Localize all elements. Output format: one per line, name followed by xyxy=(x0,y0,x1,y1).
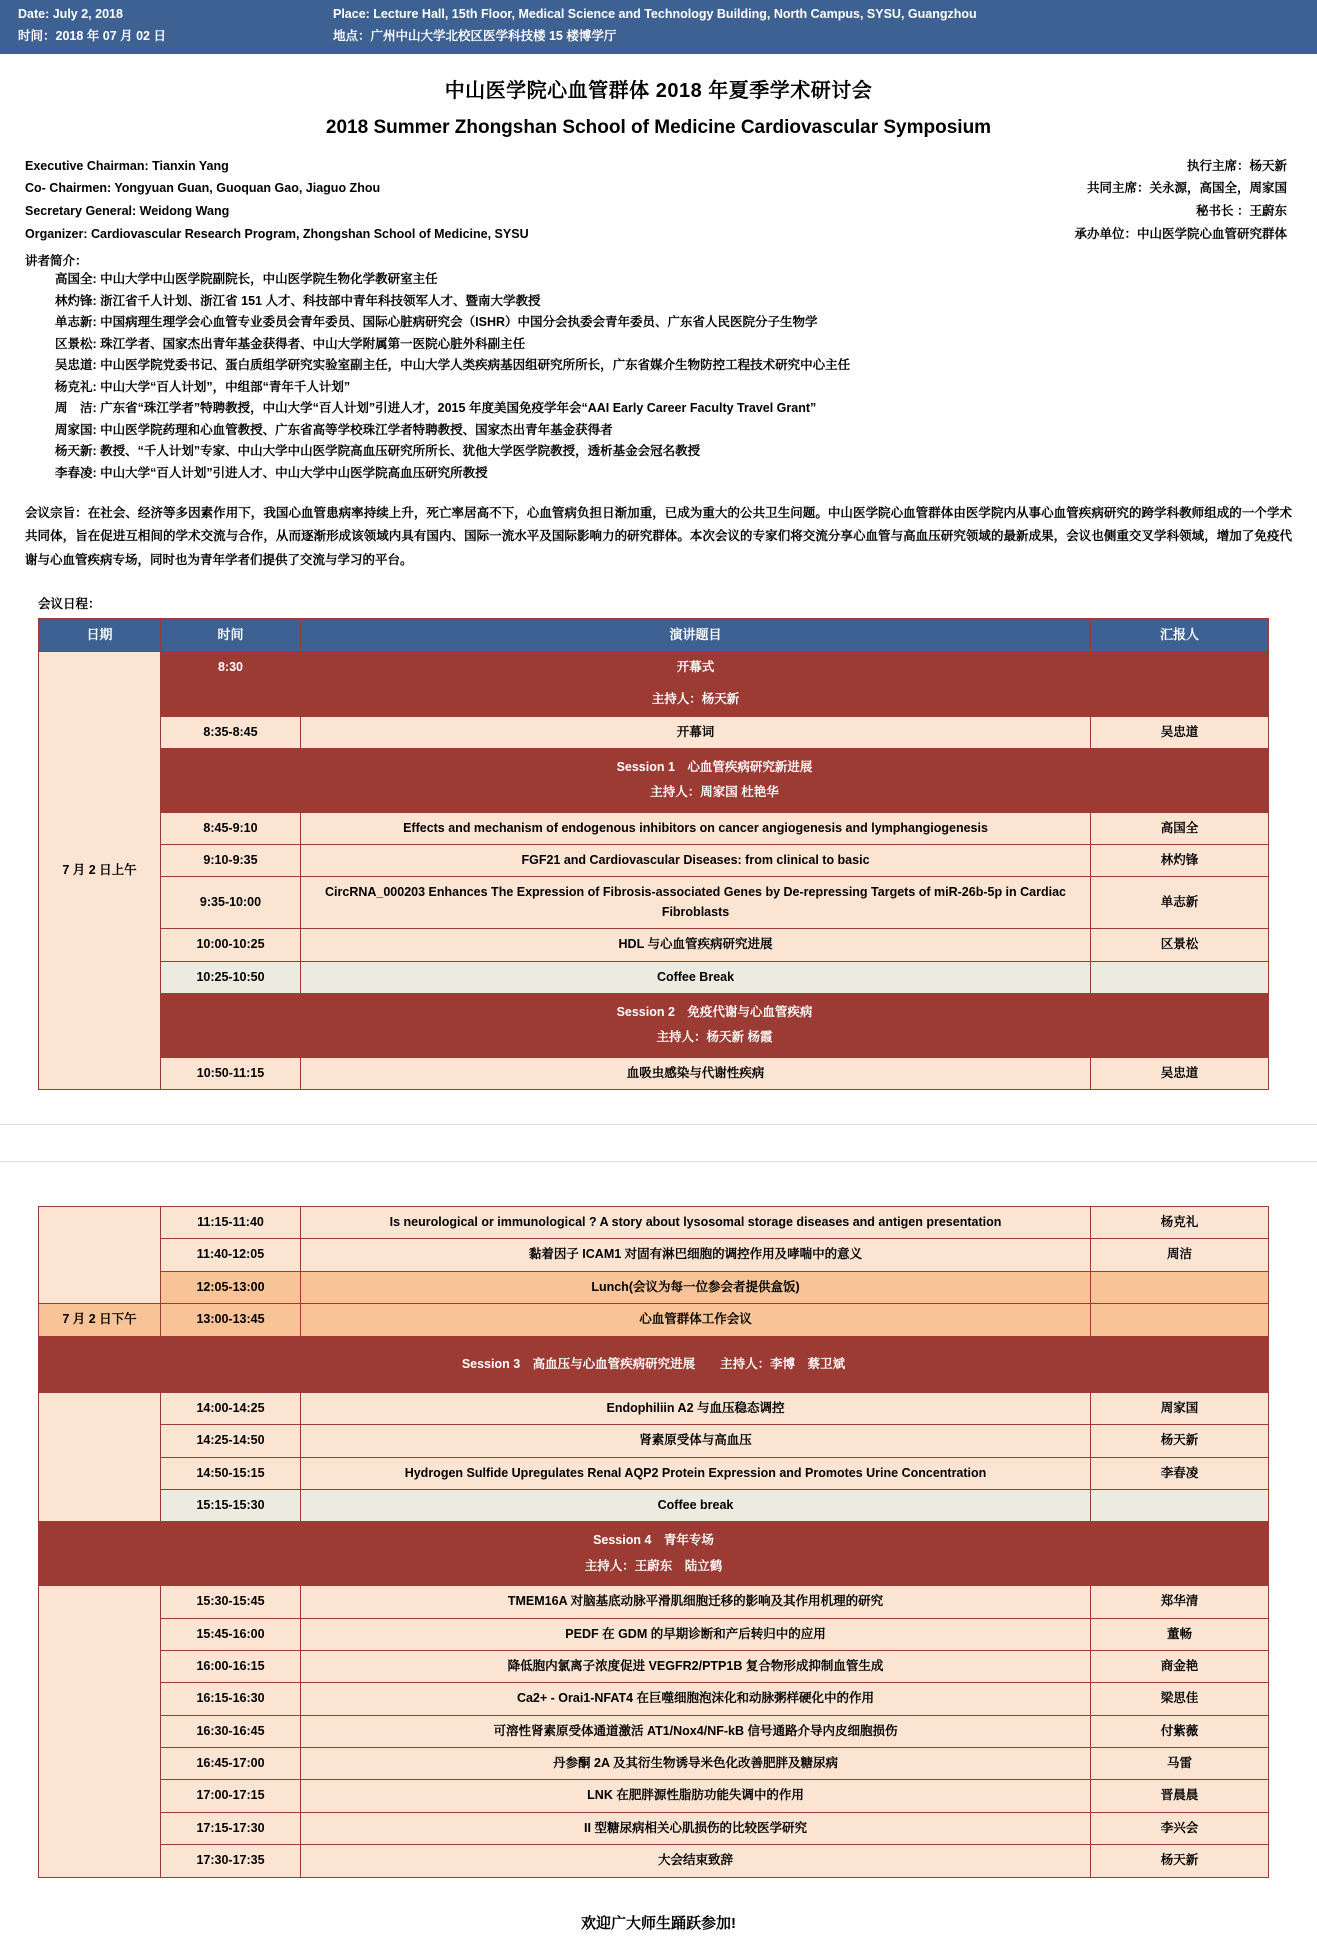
table-row xyxy=(39,716,1269,748)
cell-title: FGF21 and Cardiovascular Diseases: from clinical to basic xyxy=(301,845,1091,877)
bio-description: 中国病理生理学会心血管专业委员会青年委员、国际心脏病研究会（ISHR）中国分会执委会青年委员、广东省人民医院分子生物学 xyxy=(100,315,818,330)
bio-description: 中山大学“百人计划”引进人才、中山大学中山医学院高血压研究所教授 xyxy=(100,465,488,480)
schedule-section-label: 会议日程： xyxy=(38,596,101,611)
column-header-speaker: 汇报人 xyxy=(1091,618,1269,651)
cell-time: 15:45-16:00 xyxy=(161,1618,301,1650)
cell-speaker xyxy=(1091,651,1269,683)
officer-label-cn: 承办单位：中山医学院心血管研究群体 xyxy=(1074,226,1287,241)
cell-title: 血吸虫感染与代谢性疾病 xyxy=(301,1057,1091,1089)
cell-speaker: 郑华清 xyxy=(1091,1586,1269,1618)
schedule-table-part2 xyxy=(38,1206,1269,1878)
page-break-divider xyxy=(0,1124,1317,1162)
cell-time: 8:30 xyxy=(161,651,301,683)
table-row xyxy=(39,1845,1269,1877)
bio-description: 中山大学“百人计划”，中组部“青年千人计划” xyxy=(100,379,351,394)
cell-title: 肾素原受体与高血压 xyxy=(301,1425,1091,1457)
cell-speaker: 杨天新 xyxy=(1091,1425,1269,1457)
page-title-chinese: 中山医学院心血管群体 2018 年夏季学术研讨会 xyxy=(444,79,873,102)
cell-speaker: 晋晨晨 xyxy=(1091,1780,1269,1812)
cell-time: 17:30-17:35 xyxy=(161,1845,301,1877)
officer-label-cn: 秘书长 ：王蔚东 xyxy=(1196,204,1287,218)
bio-item xyxy=(0,377,1317,399)
cell-title: 黏着因子 ICAM1 对固有淋巴细胞的调控作用及哮喘中的意义 xyxy=(301,1239,1091,1271)
bio-name: 杨克礼: xyxy=(55,379,97,394)
cell-time: 8:35-8:45 xyxy=(161,716,301,748)
cell-speaker: 高国全 xyxy=(1091,812,1269,844)
table-row xyxy=(39,1650,1269,1682)
cell-session xyxy=(161,748,1269,812)
cell-time: 16:30-16:45 xyxy=(161,1715,301,1747)
cell-date-morning: 7 月 2 日上午 xyxy=(39,651,161,1089)
bios-section-label: 讲者简介： xyxy=(25,254,88,269)
table-row xyxy=(39,961,1269,993)
cell-speaker: 杨天新 xyxy=(1091,1845,1269,1877)
session-host: 主持人：杨天新 杨霞 xyxy=(656,1030,773,1045)
cell-time: 15:30-15:45 xyxy=(161,1586,301,1618)
page-break-space xyxy=(0,1162,1317,1206)
cell-title: CircRNA_000203 Enhances The Expression of Fibrosis-associated Genes by De-repressing Targets of miR-26b-5p in Cardiac Fibroblasts xyxy=(301,877,1091,929)
session-title: 开幕式 xyxy=(676,659,715,674)
cell-speaker: 林灼锋 xyxy=(1091,845,1269,877)
officer-row xyxy=(25,155,1287,178)
bio-item xyxy=(0,334,1317,356)
cell-speaker: 梁思佳 xyxy=(1091,1683,1269,1715)
cell-time: 8:45-9:10 xyxy=(161,812,301,844)
table-row xyxy=(39,1618,1269,1650)
table-row xyxy=(39,1715,1269,1747)
table-row xyxy=(39,1748,1269,1780)
table-row xyxy=(39,1207,1269,1239)
bio-description: 教授、“千人计划”专家、中山大学中山医学院高血压研究所所长、犹他大学医学院教授，透析基金会冠名教授 xyxy=(100,444,701,459)
cell-session xyxy=(39,1522,1269,1586)
bio-name: 杨天新: xyxy=(55,444,97,459)
cell-date-blank xyxy=(39,1586,161,1877)
officer-label-en: Executive Chairman: Tianxin Yang xyxy=(25,158,229,173)
table-row-lunch xyxy=(39,1271,1269,1303)
banner-row-english xyxy=(18,4,1299,26)
cell-title: Endophiliin A2 与血压稳态调控 xyxy=(301,1392,1091,1424)
column-header-time: 时间 xyxy=(161,618,301,651)
cell-time: 11:40-12:05 xyxy=(161,1239,301,1271)
banner-place-en: Place: Lecture Hall, 15th Floor, Medical Science and Technology Building, North Campus, SYSU, Guangzhou xyxy=(333,7,977,21)
officer-label-cn: 执行主席：杨天新 xyxy=(1186,158,1287,173)
cell-title: 心血管群体工作会议 xyxy=(301,1304,1091,1336)
bio-description: 浙江省千人计划、浙江省 151 人才、科技部中青年科技领军人才、暨南大学教授 xyxy=(100,293,541,308)
cell-title: Hydrogen Sulfide Upregulates Renal AQP2 Protein Expression and Promotes Urine Concentration xyxy=(301,1457,1091,1489)
bio-item xyxy=(0,398,1317,420)
table-row xyxy=(39,1239,1269,1271)
table-row xyxy=(39,929,1269,961)
banner-place-cn: 地点：广州中山大学北校区医学科技楼 15 楼博学厅 xyxy=(333,28,617,43)
table-row xyxy=(39,845,1269,877)
cell-speaker xyxy=(1091,1490,1269,1522)
cell-speaker: 马雷 xyxy=(1091,1748,1269,1780)
bio-description: 珠江学者、国家杰出青年基金获得者、中山大学附属第一医院心脏外科副主任 xyxy=(100,336,526,351)
session-title: Session 2 免疫代谢与心血管疾病 xyxy=(616,1004,813,1019)
cell-session xyxy=(161,993,1269,1057)
cell-speaker: 杨克礼 xyxy=(1091,1207,1269,1239)
cell-title: PEDF 在 GDM 的早期诊断和产后转归中的应用 xyxy=(301,1618,1091,1650)
table-header-row xyxy=(39,618,1269,651)
cell-time: 9:10-9:35 xyxy=(161,845,301,877)
cell-speaker: 董畅 xyxy=(1091,1618,1269,1650)
table-row-session xyxy=(39,1336,1269,1392)
bio-name: 李春凌: xyxy=(55,465,97,480)
cell-time: 16:45-17:00 xyxy=(161,1748,301,1780)
cell-time: 16:15-16:30 xyxy=(161,1683,301,1715)
officer-label-cn: 共同主席：关永源，高国全，周家国 xyxy=(1086,181,1287,196)
banner-row-chinese xyxy=(18,26,1299,48)
session-host: 主持人：周家国 杜艳华 xyxy=(650,785,779,800)
bio-item xyxy=(0,420,1317,442)
table-row-session xyxy=(39,1522,1269,1586)
column-header-date: 日期 xyxy=(39,618,161,651)
table-row xyxy=(39,1457,1269,1489)
cell-title: TMEM16A 对脑基底动脉平滑肌细胞迁移的影响及其作用机理的研究 xyxy=(301,1586,1091,1618)
column-header-title: 演讲题目 xyxy=(301,618,1091,651)
cell-title xyxy=(301,684,1091,716)
table-row xyxy=(39,684,1269,716)
cell-time: 10:25-10:50 xyxy=(161,961,301,993)
cell-speaker: 单志新 xyxy=(1091,877,1269,929)
bio-name: 高国全: xyxy=(55,272,97,287)
cell-title: 大会结束致辞 xyxy=(301,1845,1091,1877)
cell-title: 丹参酮 2A 及其衍生物诱导米色化改善肥胖及糖尿病 xyxy=(301,1748,1091,1780)
cell-session xyxy=(39,1336,1269,1392)
cell-speaker: 区景松 xyxy=(1091,929,1269,961)
cell-title: 降低胞内氯离子浓度促进 VEGFR2/PTP1B 复合物形成抑制血管生成 xyxy=(301,1650,1091,1682)
cell-time: 10:00-10:25 xyxy=(161,929,301,961)
cell-title: Lunch(会议为每一位参会者提供盒饭) xyxy=(301,1271,1091,1303)
bio-description: 广东省“珠江学者”特聘教授，中山大学“百人计划”引进人才，2015 年度美国免疫学年会“AAI Early Career Faculty Travel Grant” xyxy=(100,401,817,416)
cell-time: 16:00-16:15 xyxy=(161,1650,301,1682)
bio-description: 中山医学院药理和心血管教授、广东省高等学校珠江学者特聘教授、国家杰出青年基金获得者 xyxy=(100,422,613,437)
table-row-session xyxy=(39,748,1269,812)
cell-speaker: 周洁 xyxy=(1091,1239,1269,1271)
cell-title xyxy=(301,651,1091,683)
cell-time: 12:05-13:00 xyxy=(161,1271,301,1303)
cell-title: Coffee break xyxy=(301,1490,1091,1522)
cell-date-afternoon: 7 月 2 日下午 xyxy=(39,1304,161,1336)
officers-block xyxy=(0,155,1317,246)
officer-row xyxy=(25,200,1287,223)
cell-date-blank xyxy=(39,1392,161,1522)
bio-description: 中山大学中山医学院副院长，中山医学院生物化学教研室主任 xyxy=(100,272,438,287)
cell-time: 14:00-14:25 xyxy=(161,1392,301,1424)
cell-title: 开幕词 xyxy=(301,716,1091,748)
cell-speaker xyxy=(1091,1304,1269,1336)
cell-speaker: 付紫薇 xyxy=(1091,1715,1269,1747)
cell-time: 15:15-15:30 xyxy=(161,1490,301,1522)
session-host: 主持人：王蔚东 陆立鹤 xyxy=(584,1558,723,1573)
header-banner xyxy=(0,0,1317,54)
cell-title: Coffee Break xyxy=(301,961,1091,993)
bio-item xyxy=(0,291,1317,313)
table-row xyxy=(39,877,1269,929)
cell-time: 17:00-17:15 xyxy=(161,1780,301,1812)
bio-item xyxy=(0,269,1317,291)
session-title: Session 3 高血压与心血管疾病研究进展 主持人：李博 蔡卫斌 xyxy=(461,1356,846,1371)
cell-title: Ca2+ - Orai1-NFAT4 在巨噬细胞泡沫化和动脉粥样硬化中的作用 xyxy=(301,1683,1091,1715)
cell-speaker xyxy=(1091,684,1269,716)
table-row xyxy=(39,1780,1269,1812)
cell-time: 14:25-14:50 xyxy=(161,1425,301,1457)
cell-date-blank xyxy=(39,1207,161,1304)
cell-time xyxy=(161,684,301,716)
cell-speaker: 吴忠道 xyxy=(1091,1057,1269,1089)
cell-speaker: 周家国 xyxy=(1091,1392,1269,1424)
schedule-table-part1 xyxy=(38,618,1269,1090)
banner-date-cn: 时间：2018 年 07 月 02 日 xyxy=(18,28,166,43)
bio-item xyxy=(0,355,1317,377)
officer-label-en: Secretary General: Weidong Wang xyxy=(25,204,230,218)
cell-title: Effects and mechanism of endogenous inhibitors on cancer angiogenesis and lymphangiogenesis xyxy=(301,812,1091,844)
table-row xyxy=(39,1425,1269,1457)
cell-time: 10:50-11:15 xyxy=(161,1057,301,1089)
cell-time: 9:35-10:00 xyxy=(161,877,301,929)
bios-list xyxy=(0,269,1317,484)
cell-time: 11:15-11:40 xyxy=(161,1207,301,1239)
cell-time: 14:50-15:15 xyxy=(161,1457,301,1489)
table-row xyxy=(39,1683,1269,1715)
footer-welcome-note: 欢迎广大师生踊跃参加! xyxy=(581,1914,736,1932)
cell-title: HDL 与心血管疾病研究进展 xyxy=(301,929,1091,961)
bio-name: 单志新: xyxy=(55,315,97,330)
cell-speaker: 李春凌 xyxy=(1091,1457,1269,1489)
cell-title: II 型糖尿病相关心肌损伤的比较医学研究 xyxy=(301,1812,1091,1844)
conference-purpose-paragraph: 会议宗旨：在社会、经济等多因素作用下，我国心血管患病率持续上升，死亡率居高不下，心血管病负担日渐加重，已成为重大的公共卫生问题。中山医学院心血管群体由医学院内从事心血管疾病研究的跨学科教师组成的一个学术共同体，旨在促进互相间的学术交流与合作，从而逐渐形成该领域内具有国内、国际一流水平及国际影响力的研究群体。本次会议的专家们将交流分享心血管与高血压研究领域的最新成果，会议也侧重交叉学科领域，增加了免疫代谢与心血管疾病专场，同时也为青年学者们提供了交流与学习的平台。 xyxy=(25,506,1292,567)
table-row xyxy=(39,812,1269,844)
bio-name: 区景松: xyxy=(55,336,97,351)
officer-label-en: Co- Chairmen: Yongyuan Guan, Guoquan Gao, Jiaguo Zhou xyxy=(25,181,381,196)
session-host: 主持人：杨天新 xyxy=(651,692,740,707)
table-row xyxy=(39,1586,1269,1618)
table-row xyxy=(39,1392,1269,1424)
cell-speaker: 李兴会 xyxy=(1091,1812,1269,1844)
officer-row xyxy=(25,177,1287,200)
bio-item xyxy=(0,312,1317,334)
cell-title: 可溶性肾素原受体通道激活 AT1/Nox4/NF-kB 信号通路介导内皮细胞损伤 xyxy=(301,1715,1091,1747)
table-row-session xyxy=(39,993,1269,1057)
table-row xyxy=(39,1057,1269,1089)
cell-time: 13:00-13:45 xyxy=(161,1304,301,1336)
cell-title: LNK 在肥胖源性脂肪功能失调中的作用 xyxy=(301,1780,1091,1812)
cell-speaker: 商金艳 xyxy=(1091,1650,1269,1682)
banner-date-en: Date: July 2, 2018 xyxy=(18,7,123,21)
table-row xyxy=(39,1490,1269,1522)
session-title: Session 4 青年专场 xyxy=(593,1533,714,1548)
cell-speaker: 吴忠道 xyxy=(1091,716,1269,748)
officer-label-en: Organizer: Cardiovascular Research Program, Zhongshan School of Medicine, SYSU xyxy=(25,226,529,241)
page-title-english: 2018 Summer Zhongshan School of Medicine Cardiovascular Symposium xyxy=(325,116,992,138)
bio-name: 吴忠道: xyxy=(55,358,97,373)
cell-title: Is neurological or immunological ? A story about lysosomal storage diseases and antigen presentation xyxy=(301,1207,1091,1239)
cell-speaker xyxy=(1091,961,1269,993)
bio-item xyxy=(0,463,1317,485)
bio-name: 林灼锋: xyxy=(55,293,97,308)
bio-name: 周家国: xyxy=(55,422,97,437)
cell-time: 17:15-17:30 xyxy=(161,1812,301,1844)
cell-speaker xyxy=(1091,1271,1269,1303)
table-row-lunch xyxy=(39,1304,1269,1336)
bio-item xyxy=(0,441,1317,463)
table-row xyxy=(39,651,1269,683)
officer-row xyxy=(25,223,1287,246)
table-row xyxy=(39,1812,1269,1844)
bio-description: 中山医学院党委书记、蛋白质组学研究实验室副主任，中山大学人类疾病基因组研究所所长，广东省媒介生物防控工程技术研究中心主任 xyxy=(100,358,851,373)
session-title: Session 1 心血管疾病研究新进展 xyxy=(616,759,813,774)
bio-name: 周 洁: xyxy=(55,401,97,416)
